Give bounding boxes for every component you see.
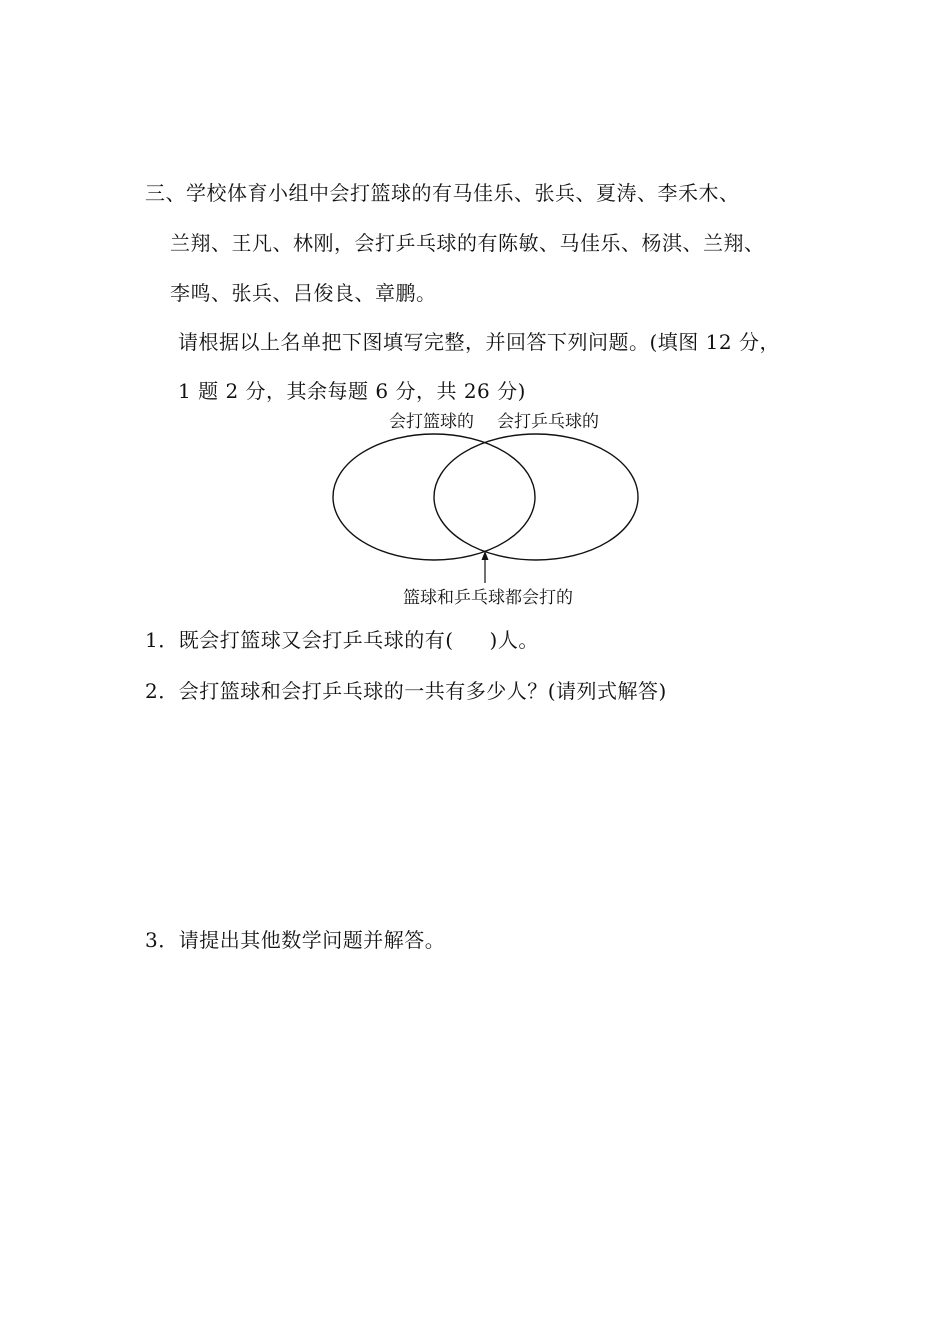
venn-diagram [320,405,660,615]
section-heading-line-2: 兰翔、王凡、林刚，会打乒乓球的有陈敏、马佳乐、杨淇、兰翔、 [170,231,765,255]
question-1-text: 1．既会打篮球又会打乒乓球的有( [145,628,454,652]
pingpong-circle[interactable] [434,434,638,560]
section-heading-line-1: 三、学校体育小组中会打篮球的有马佳乐、张兵、夏涛、李禾木、 [145,181,740,205]
question-3: 3．请提出其他数学问题并解答。 [145,928,446,952]
venn-drawing [320,405,660,615]
question-2: 2．会打篮球和会打乒乓球的一共有多少人？(请列式解答) [145,679,667,703]
question-1-suffix: )人。 [489,628,539,652]
pingpong-label: 会打乒乓球的 [497,412,599,432]
both-label: 篮球和乒乓球都会打的 [403,588,573,608]
basketball-label: 会打篮球的 [389,412,474,432]
section-heading-line-3: 李鸣、张兵、吕俊良、章鹏。 [170,281,437,305]
instruction-line-1: 请根据以上名单把下图填写完整，并回答下列问题。(填图 12 分， [178,330,780,354]
question-1 [145,627,539,653]
instruction-line-2: 1 题 2 分，其余每题 6 分，共 26 分) [178,379,526,403]
